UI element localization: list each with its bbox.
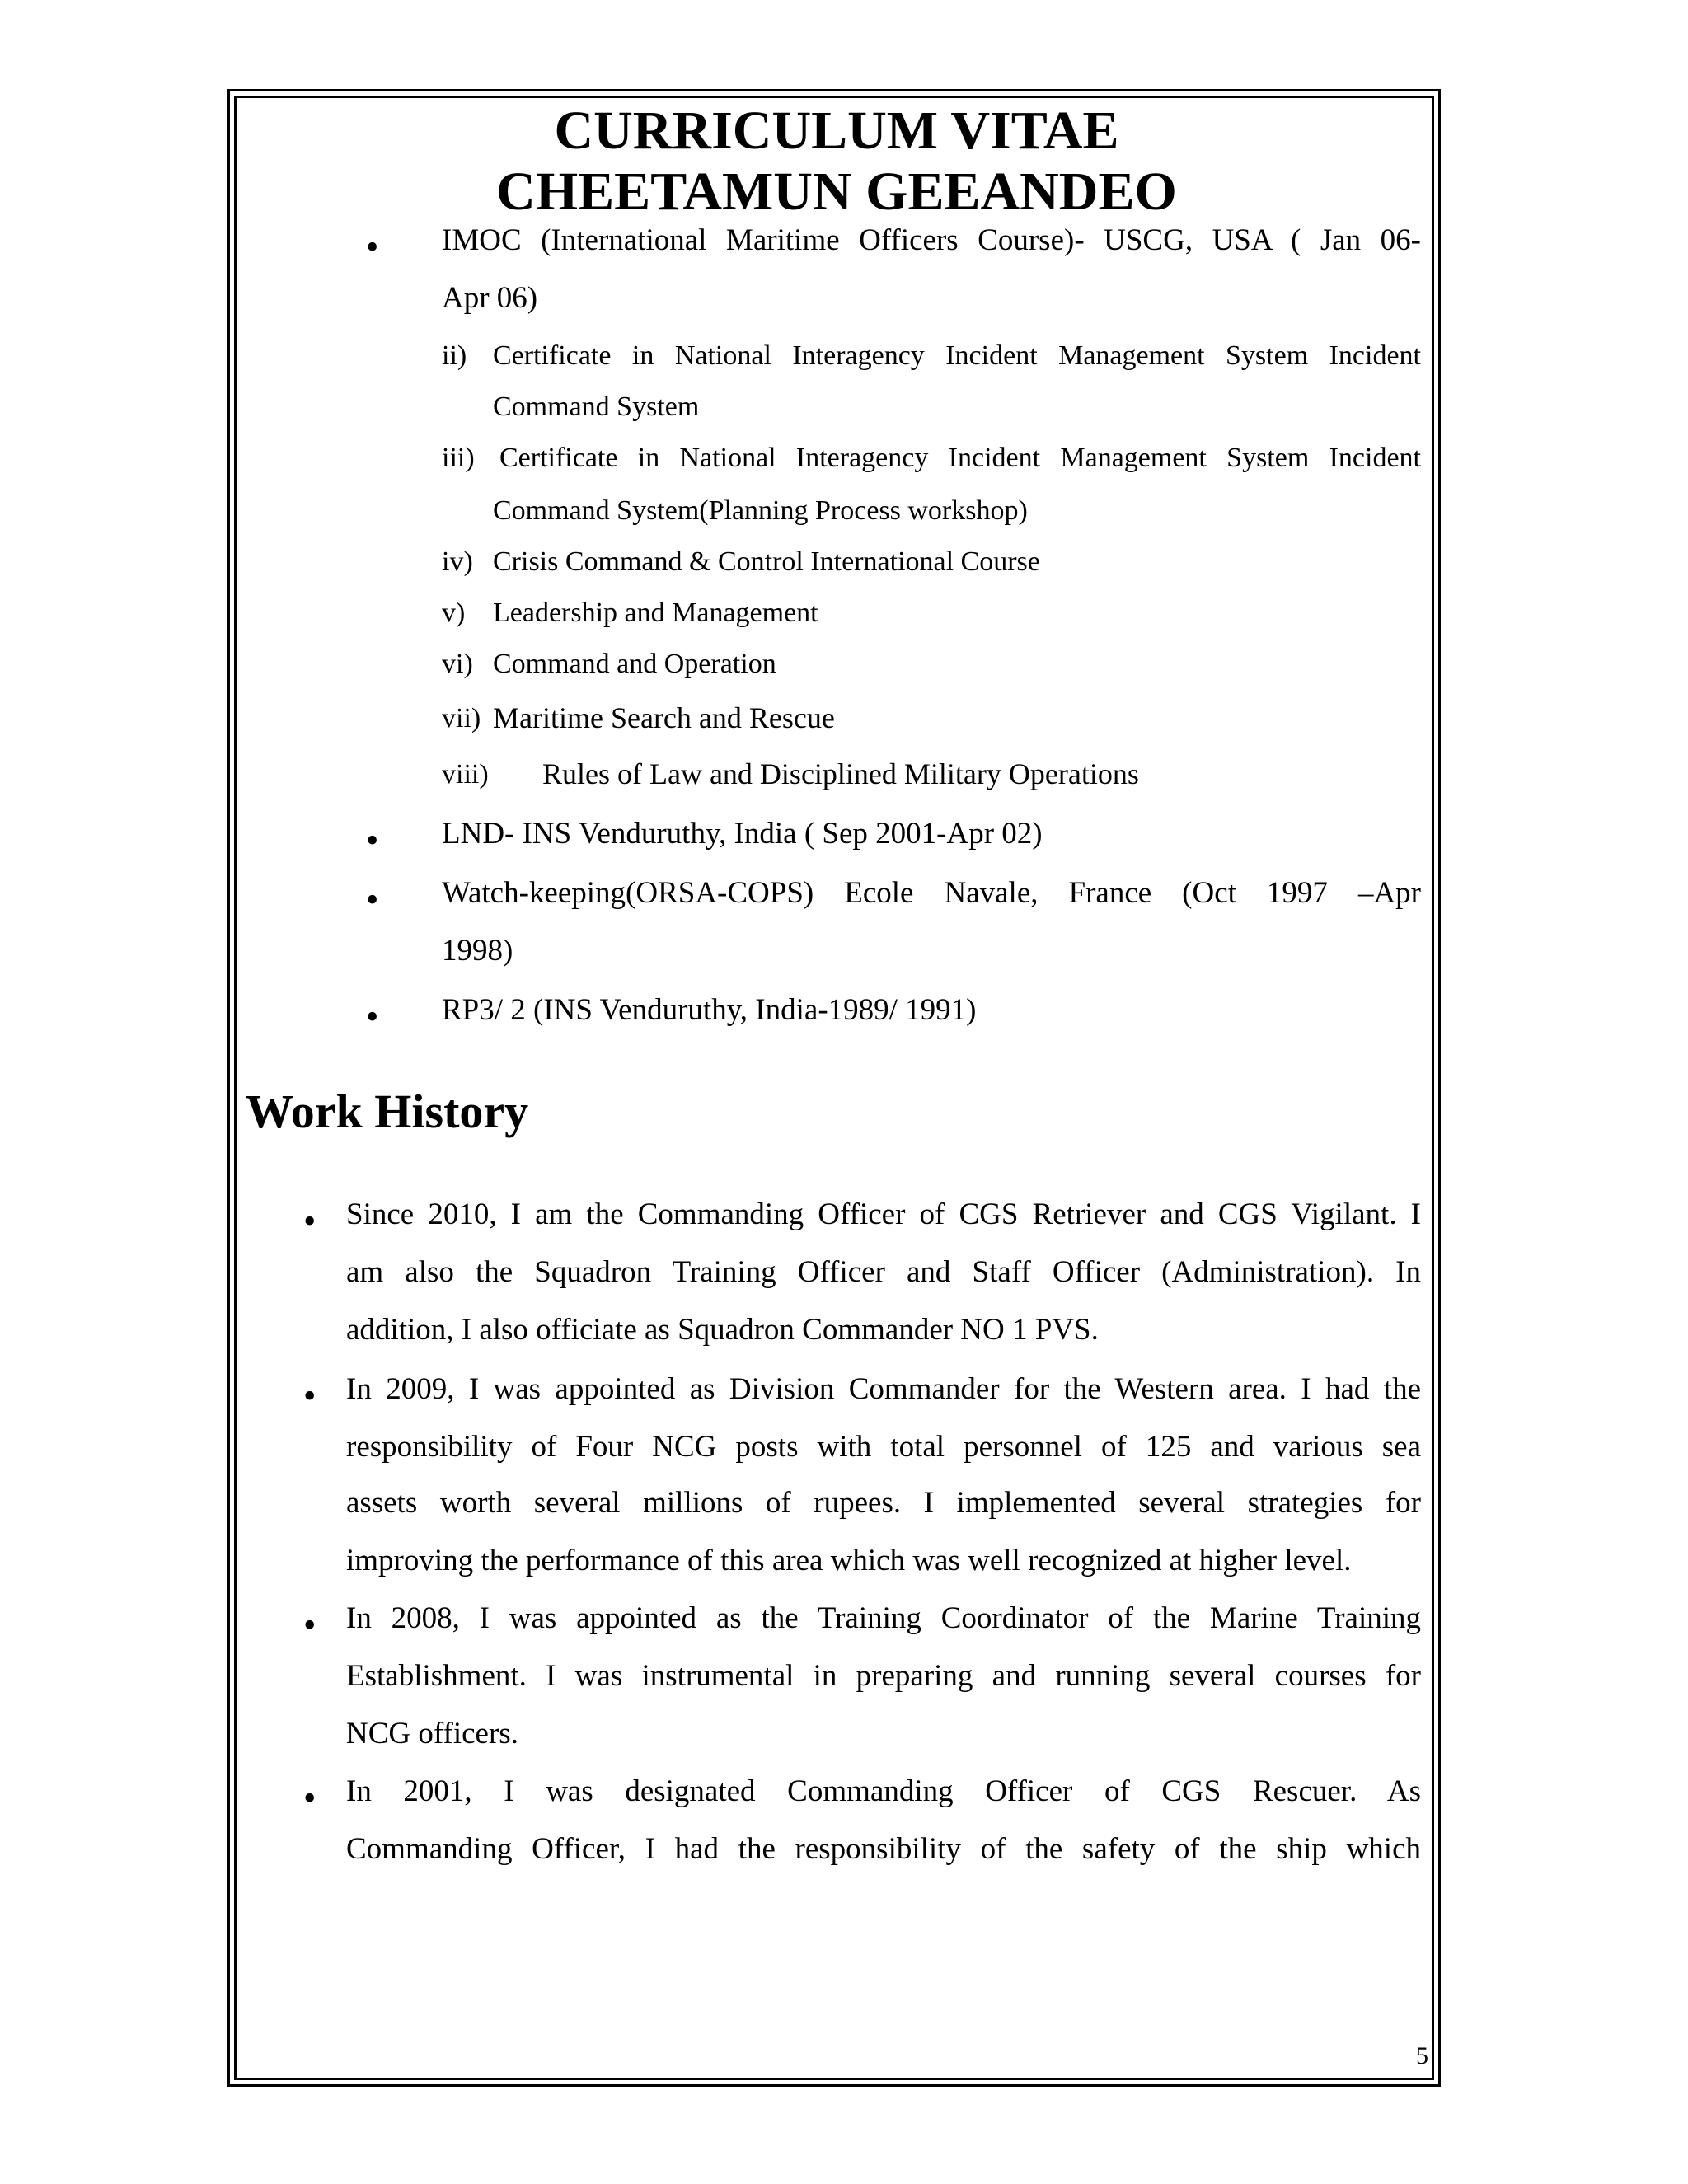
training-imoc-line: IMOC (International Maritime Officers Course)- USCG, USA ( Jan 06-	[442, 223, 1421, 257]
work-item-line: Since 2010, I am the Commanding Officer of CGS Retriever and CGS Vigilant. I	[346, 1197, 1421, 1231]
bullet-icon: •	[366, 996, 379, 1037]
bullet-icon: •	[366, 879, 379, 920]
work-item-line: Establishment. I was instrumental in preparing and running several courses for	[346, 1659, 1421, 1693]
work-item-line: NCG officers.	[346, 1717, 518, 1750]
sub-item-line: Certificate in National Interagency Incident Management System Incident	[499, 443, 1421, 473]
sub-item-marker: viii)	[442, 759, 489, 790]
work-item-line: In 2001, I was designated Commanding Officer of CGS Rescuer. As	[346, 1774, 1421, 1808]
sub-item-marker: v)	[442, 598, 466, 628]
person-name: CHEETAMUN GEEANDEO	[496, 162, 1177, 222]
sub-item-line: Command System	[493, 391, 700, 422]
sub-item-line: Rules of Law and Disciplined Military Operations	[542, 757, 1139, 790]
section-heading-work-history: Work History	[246, 1085, 529, 1138]
training-item-line: LND- INS Venduruthy, India ( Sep 2001-Apr 02)	[442, 817, 1043, 851]
work-item-line: assets worth several millions of rupees. I implemented several strategies for	[346, 1486, 1421, 1520]
work-item-line: Commanding Officer, I had the responsibility of the safety of the ship which	[346, 1832, 1421, 1866]
sub-item-marker: vii)	[442, 703, 481, 733]
sub-item-line: Maritime Search and Rescue	[493, 701, 835, 734]
sub-item-marker: iii)	[442, 443, 475, 473]
sub-item-line: Command and Operation	[493, 649, 776, 679]
work-item-line: improving the performance of this area which was well recognized at higher level.	[346, 1544, 1352, 1577]
bullet-icon: •	[366, 820, 379, 860]
work-item-line: addition, I also officiate as Squadron Commander NO 1 PVS.	[346, 1313, 1099, 1347]
training-imoc-line: Apr 06)	[442, 281, 538, 315]
bullet-icon: •	[366, 227, 379, 267]
work-item-line: responsibility of Four NCG posts with total personnel of 125 and various sea	[346, 1430, 1421, 1464]
sub-item-line: Certificate in National Interagency Incident Management System Incident	[493, 340, 1421, 371]
work-item-line: In 2009, I was appointed as Division Commander for the Western area. I had the	[346, 1372, 1421, 1406]
sub-item-line: Crisis Command & Control International Course	[493, 546, 1040, 577]
training-item-line: RP3/ 2 (INS Venduruthy, India-1989/ 1991)	[442, 993, 977, 1027]
sub-item-line: Leadership and Management	[493, 598, 818, 628]
sub-item-marker: iv)	[442, 546, 473, 577]
sub-item-marker: ii)	[442, 340, 467, 371]
bullet-icon: •	[303, 1201, 316, 1241]
work-item-line: am also the Squadron Training Officer and Staff Officer (Administration). In	[346, 1255, 1421, 1289]
document-title: CURRICULUM VITAE	[554, 101, 1119, 161]
training-item-line: 1998)	[442, 934, 513, 968]
training-item-line: Watch-keeping(ORSA-COPS) Ecole Navale, France (Oct 1997 –Apr	[442, 876, 1421, 910]
bullet-icon: •	[303, 1376, 316, 1416]
page-number: 5	[1416, 2042, 1428, 2069]
sub-item-marker: vi)	[442, 649, 473, 679]
bullet-icon: •	[303, 1605, 316, 1645]
work-item-line: In 2008, I was appointed as the Training Coordinator of the Marine Training	[346, 1601, 1421, 1635]
bullet-icon: •	[303, 1778, 316, 1818]
sub-item-line: Command System(Planning Process workshop)	[493, 495, 1028, 526]
